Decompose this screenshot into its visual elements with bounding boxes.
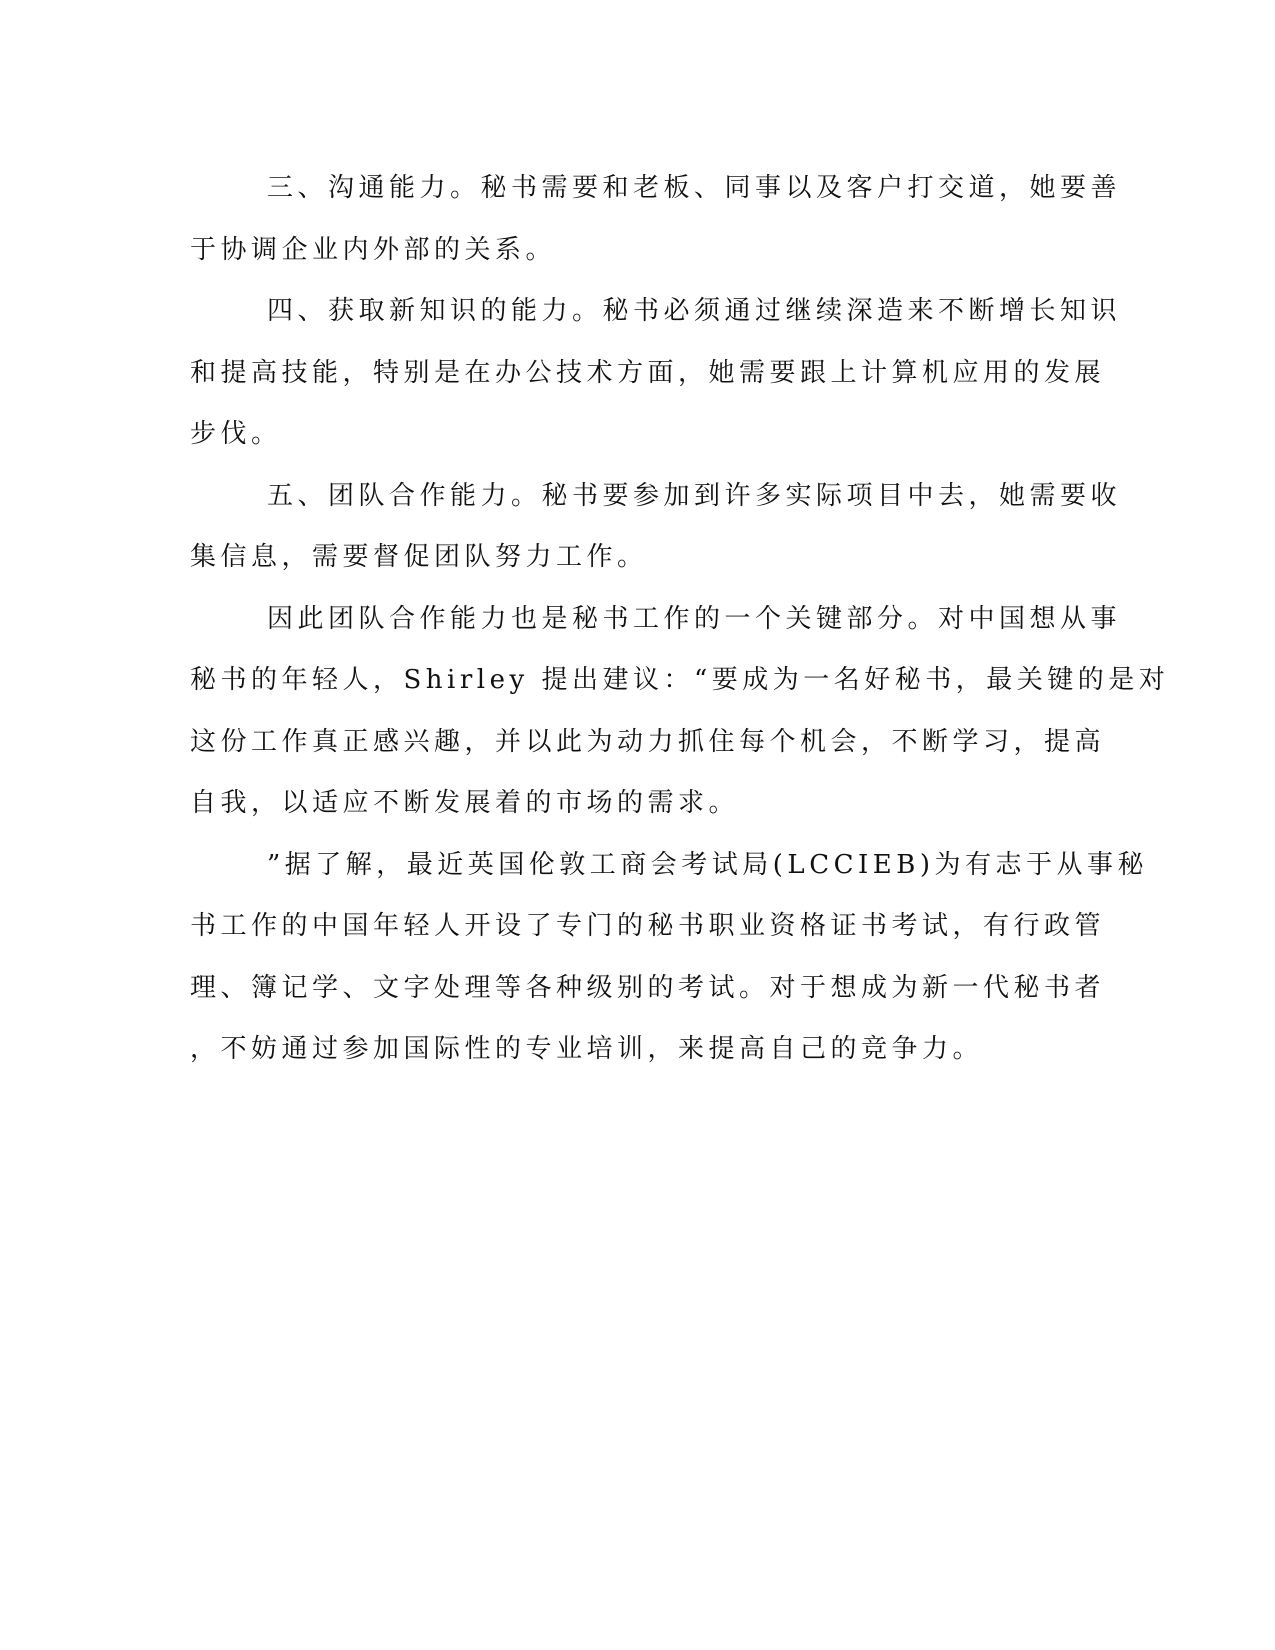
paragraph-lcci-exam	[190, 835, 1148, 1081]
text-line: ”据了解，最近英国伦敦工商会考试局(LCCIEB)为有志于从事秘	[267, 849, 1148, 880]
text-line: 秘书的年轻人，Shirley 提出建议：“要成为一名好秘书，最关键的是对	[190, 665, 1170, 695]
text-line: 集信息，需要督促团队努力工作。	[190, 542, 648, 572]
text-line: 步伐。	[190, 419, 282, 449]
text-line: 于协调企业内外部的关系。	[190, 234, 557, 265]
text-line: ，不妨通过参加国际性的专业培训，来提高自己的竞争力。	[190, 1034, 984, 1064]
text-line: 三、沟通能力。秘书需要和老板、同事以及客户打交道，她要善	[267, 173, 1122, 203]
text-line: 理、簿记学、文字处理等各种级别的考试。对于想成为新一代秘书者	[190, 972, 1106, 1003]
text-line: 自我，以适应不断发展着的市场的需求。	[190, 788, 740, 818]
text-line: 五、团队合作能力。秘书要参加到许多实际项目中去，她需要收	[267, 480, 1122, 511]
document-body	[190, 158, 1170, 1081]
paragraph-learning	[190, 281, 1122, 466]
paragraph-communication	[190, 158, 1122, 281]
text-line: 和提高技能，特别是在办公技术方面，她需要跟上计算机应用的发展	[190, 357, 1106, 388]
paragraph-teamwork	[190, 466, 1122, 589]
text-line: 因此团队合作能力也是秘书工作的一个关键部分。对中国想从事	[267, 603, 1122, 634]
text-line: 这份工作真正感兴趣，并以此为动力抓住每个机会，不断学习，提高	[190, 726, 1106, 757]
paragraph-advice	[190, 589, 1170, 835]
text-line: 书工作的中国年轻人开设了专门的秘书职业资格证书考试，有行政管	[190, 911, 1106, 941]
text-line: 四、获取新知识的能力。秘书必须通过继续深造来不断增长知识	[267, 296, 1122, 326]
